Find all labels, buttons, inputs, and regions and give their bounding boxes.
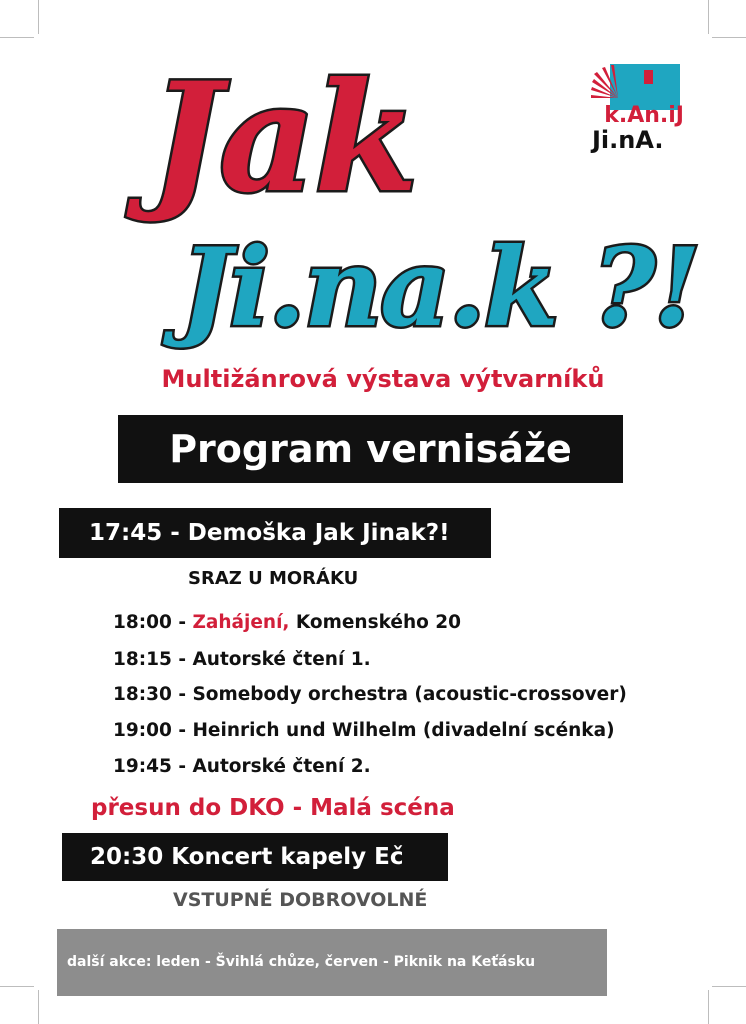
concert-text: 20:30 Koncert kapely Eč [90,844,404,870]
schedule-text: Komenského 20 [289,612,462,633]
crop-mark [0,37,34,38]
schedule-text: Somebody orchestra (acoustic-crossover) [192,684,627,705]
schedule-item [113,649,371,670]
crop-mark [708,990,709,1024]
schedule-separator: - [171,720,193,741]
schedule-item [113,720,615,741]
program-heading: Program vernisáže [118,415,623,483]
schedule-separator: - [171,684,193,705]
transfer-note: přesun do DKO - Malá scéna [91,795,455,821]
schedule-item [113,756,371,777]
schedule-time: 18:30 [113,684,172,705]
schedule-separator: - [171,612,193,633]
first-event-band [59,508,491,558]
logo-mirrored-text: k.An.iJ [604,103,684,128]
logo-text: Ji.nA. [592,126,664,154]
schedule-item [113,612,461,633]
schedule-time: 18:15 [113,649,172,670]
title-line-jinak: Ji.na.k ?! [180,225,699,351]
title-line-jak: Jak [150,50,417,226]
schedule-separator: - [171,649,193,670]
schedule-highlight: Zahájení, [192,612,290,633]
schedule-time: 19:45 [113,756,172,777]
logo-red-mark [644,70,653,84]
jinak-logo [588,64,688,156]
upcoming-events-footer [57,929,607,996]
schedule-separator: - [171,756,193,777]
schedule-text: Autorské čtení 1. [192,649,371,670]
crop-mark [708,0,709,34]
admission-note: VSTUPNÉ DOBROVOLNÉ [173,889,428,911]
schedule-time: 19:00 [113,720,172,741]
schedule-item [113,684,627,705]
crop-mark [0,986,34,987]
crop-mark [38,0,39,34]
crop-mark [712,37,746,38]
subtitle: Multižánrová výstava výtvarníků [161,365,605,393]
meeting-point: SRAZ U MORÁKU [188,568,359,589]
schedule-time: 18:00 [113,612,172,633]
schedule-text: Heinrich und Wilhelm (divadelní scénka) [192,720,615,741]
concert-band [62,833,448,881]
footer-text: další akce: leden - Švihlá chůze, červen - Piknik na Keťásku [67,954,536,970]
first-event-text: 17:45 - Demoška Jak Jinak?! [89,520,450,546]
schedule-text: Autorské čtení 2. [192,756,371,777]
crop-mark [712,986,746,987]
crop-mark [38,990,39,1024]
